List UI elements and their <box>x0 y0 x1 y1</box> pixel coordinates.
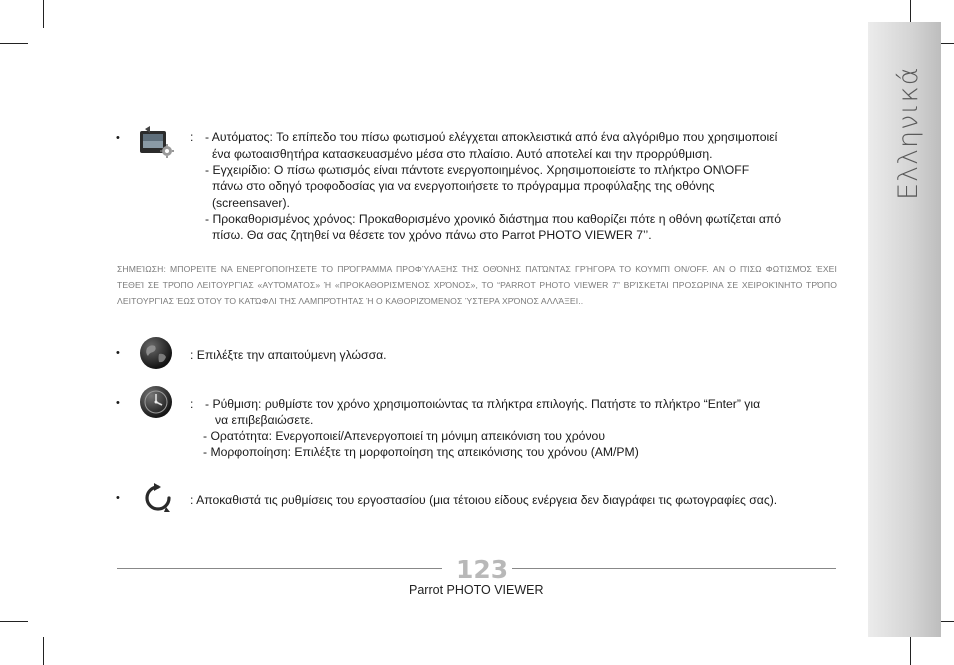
backlight-auto-line-cont: ένα φωτοαισθητήρα κατασκευασμένο μέσα στο πλαίσιο. Αυτό αποτελεί και την προρρύθμιση. <box>212 147 713 161</box>
backlight-preset-line: - Προκαθορισμένος χρόνος: Προκαθορισμένο χρονικό διάστημα που καθορίζει πότε η οθόνη φωτίζεται από <box>205 212 782 226</box>
crop-mark <box>910 637 911 665</box>
clock-icon <box>138 383 174 426</box>
backlight-settings-icon <box>136 125 176 166</box>
page-number: 123 <box>456 555 509 584</box>
crop-mark <box>0 43 28 44</box>
clock-format-line: - Μορφοποίηση: Επιλέξτε τη μορφοποίηση της απεικόνισης του χρόνου (AM/PM) <box>203 445 639 459</box>
crop-mark <box>43 637 44 665</box>
colon: : <box>190 130 194 144</box>
language-description: : Επιλέξτε την απαιτούμενη γλώσσα. <box>190 348 387 362</box>
sidebar-language-label: Ελληνικά <box>893 66 924 200</box>
reset-arrow-icon <box>142 481 174 520</box>
backlight-manual-line-cont2: (screensaver). <box>212 196 290 210</box>
globe-icon <box>139 336 173 375</box>
bullet: • <box>116 397 120 409</box>
clock-setting-line: - Ρύθμιση: ρυθμίστε τον χρόνο χρησιμοποιώντας τα πλήκτρα επιλογής. Πατήστε το πλήκτρο “Enter” για <box>205 397 761 411</box>
bullet: • <box>116 132 120 144</box>
clock-setting-line-cont: να επιβεβαιώσετε. <box>215 413 314 427</box>
reset-description: : Αποκαθιστά τις ρυθμίσεις του εργοστασίου (μια τέτοιου είδους ενέργεια δεν διαγράφει τις φωτογραφίες σας). <box>190 493 778 507</box>
clock-visibility-line: - Ορατότητα: Ενεργοποιεί/Απενεργοποιεί τη μόνιμη απεικόνιση του χρόνου <box>203 429 605 443</box>
backlight-manual-line: - Εγχειρίδιο: Ο πίσω φωτισμός είναι πάντοτε ενεργοποιημένος. Χρησιμοποιείστε το πλήκτρο ON\OFF <box>205 163 750 177</box>
footer-rule-right <box>512 568 836 569</box>
crop-mark <box>43 0 44 28</box>
colon: : <box>190 397 194 411</box>
backlight-auto-line: - Αυτόματος: Το επίπεδο του πίσω φωτισμού ελέγχεται αποκλειστικά από ένα αλγόριθμο που χρησιμοποιεί <box>205 130 778 144</box>
backlight-preset-line-cont: πίσω. Θα σας ζητηθεί να θέσετε τον χρόνο πάνω στο Parrot PHOTO VIEWER 7’’. <box>212 228 652 242</box>
crop-mark <box>0 621 28 622</box>
note-paragraph: ΣΗΜΕΊΩΣΗ: ΜΠΟΡΕΊΤΕ ΝΑ ΕΝΕΡΓΟΠΟΙΉΣΕΤΕ ΤΟ ΠΡΌΓΡΑΜΜΑ ΠΡΟΦΎΛΑΞΗΣ ΤΗΣ ΟΘΌΝΗΣ ΠΑΤΏΝΤΑΣ ΓΡΉΓΟΡΑ ΤΟ ΚΟΥΜΠΊ ON/OFF. ΑΝ Ο ΠΊΣΩ ΦΩΤΙΣΜΌΣ ΈΧΕΙ ΤΕΘΕΊ ΣΕ ΤΡΌΠΟ ΛΕΙΤΟΥΡΓΊΑΣ «ΑΥΤΌΜΑΤΟΣ» Ή «ΠΡΟΚΑΘΟΡΙΣΜΈΝΟΣ ΧΡΌΝΟΣ», ΤΟ “PARROT PHOTO VIEWER 7” ΒΡΊΣΚΕΤΑΙ ΠΡΟΣΩΡΙΝΑ ΣΕ ΧΕΙΡΟΚΊΝΗΤΟ ΤΡΌΠΟ ΛΕΙΤΟΥΡΓΊΑΣ ΈΩΣ ΌΤΟΥ ΤΟ ΚΑΤΏΦΛΙ ΤΗΣ ΛΑΜΠΡΌΤΗΤΑΣ Ή Ο ΚΑΘΟΡΙΖΌΜΕΝΟΣ ΎΣΤΕΡΑ ΧΡΌΝΟΣ ΑΛΛΆΞΕΙ.. <box>117 264 837 306</box>
bullet: • <box>116 492 120 504</box>
footer-rule-left <box>117 568 442 569</box>
bullet: • <box>116 347 120 359</box>
backlight-manual-line-cont: πάνω στο οδηγό τροφοδοσίας για να ενεργοποιήσετε το πρόγραμμα προφύλαξης της οθόνης <box>212 179 715 193</box>
product-name: Parrot PHOTO VIEWER <box>409 583 544 597</box>
